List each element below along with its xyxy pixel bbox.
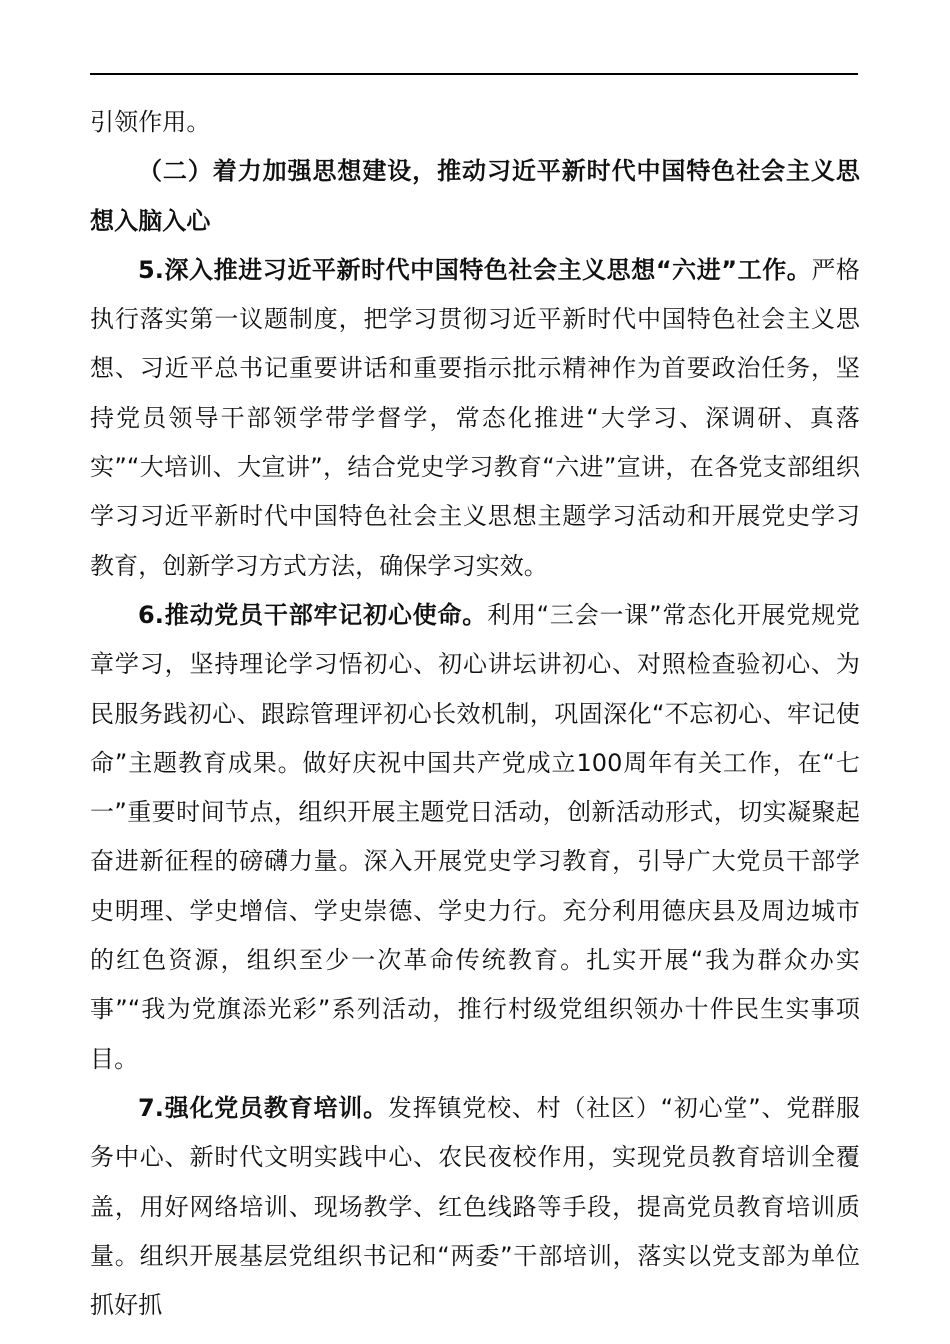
item-paragraph-6 (90, 591, 860, 1084)
item-title-7: 7.强化党员教育培训。 (138, 1093, 388, 1122)
section-heading: （二）着力加强思想建设，推动习近平新时代中国特色社会主义思想入脑入心 (90, 157, 860, 235)
item-title-6: 6.推动党员干部牢记初心使命。 (138, 600, 488, 629)
item-paragraph-5 (90, 246, 860, 591)
item-body-5: 严格执行落实第一议题制度，把学习贯彻习近平新时代中国特色社会主义思想、习近平总书记重要讲话和重要指示批示精神作为首要政治任务，坚持党员领导干部领学带学督学，常态化推进“大学习、深调研、真落实”“大培训、大宣讲”，结合党史学习教育“六进”宣讲，在各党支部组织学习习近平新时代中国特色社会主义思想主题学习活动和开展党史学习教育，创新学习方式方法，确保学习实效。 (90, 255, 860, 580)
item-body-7: 发挥镇党校、村（社区）“初心堂”、党群服务中心、新时代文明实践中心、农民夜校作用，实现党员教育培训全覆盖，用好网络培训、现场教学、红色线路等手段，提高党员教育培训质量。组织开展基层党组织书记和“两委”干部培训，落实以党支部为单位抓好抓 (90, 1093, 860, 1320)
item-paragraph-7 (90, 1084, 860, 1330)
continuation-paragraph: 引领作用。 (90, 108, 211, 136)
document-body (90, 98, 860, 1330)
item-body-6: 利用“三会一课”常态化开展党规党章学习，坚持理论学习悟初心、初心讲坛讲初心、对照检查验初心、为民服务践初心、跟踪管理评初心长效机制，巩固深化“不忘初心、牢记使命”主题教育成果。做好庆祝中国共产党成立100周年有关工作，在“七一”重要时间节点，组织开展主题党日活动，创新活动形式，切实凝聚起奋进新征程的磅礴力量。深入开展党史学习教育，引导广大党员干部学史明理、学史增信、学史崇德、学史力行。充分利用德庆县及周边城市的红色资源，组织至少一次革命传统教育。扎实开展“我为群众办实事”“我为党旗添光彩”系列活动，推行村级党组织领办十件民生实事项目。 (90, 600, 860, 1073)
header-rule (90, 73, 858, 75)
item-title-5: 5.深入推进习近平新时代中国特色社会主义思想“六进”工作。 (138, 255, 812, 284)
